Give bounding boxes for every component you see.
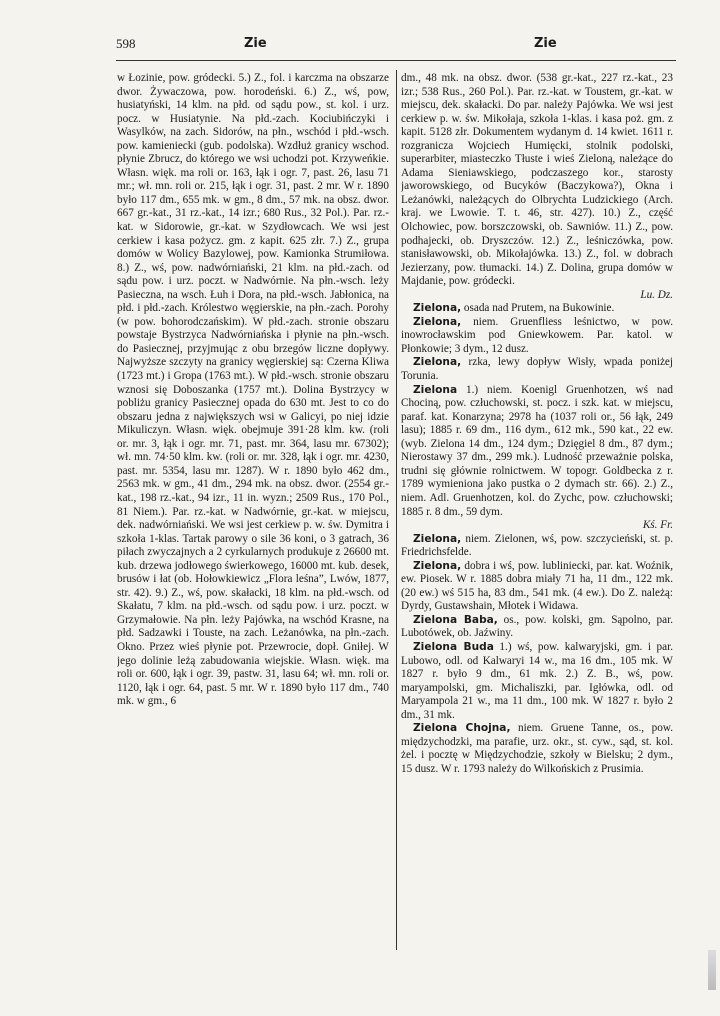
entry (401, 302, 673, 316)
entry-text: osada nad Prutem, na Bukowinie. (461, 302, 615, 315)
header-right-word: Zie (534, 36, 557, 51)
entry (401, 356, 673, 383)
entry (401, 316, 673, 357)
entry-text: niem. Zielonen, wś, pow. szczycieński, st. p. Friedrichsfelde. (401, 532, 673, 559)
entry-headword: Zielona, (413, 559, 462, 572)
author-signature: Lu. Dz. (640, 288, 673, 301)
entry-continuation-text: w Łozinie, pow. gródecki. 5.) Z., fol. i karczma na obszarze dwor. Żywaczowa, pow. horodeński. 6.) Z., wś, pow, husiatyński, 14 klm. na płd. od sądu pow., st. kol. i urz. pocz. w Husiatynie. Na płd.-zach. Kociubińczyki i Wasylków, na zach. Sidorów, na płn., wschód i płd.-wsch. pow. kamieniecki (gub. podolska). Wzdłuż granicy wschod. płynie Zbrucz, do którego we wsi uchodzi pot. Krzyweńkie. Własn. więk. ma roli or. 163, łąk i ogr. 7, past. 26, lasu 71 mr.; wł. mn. roli or. 215, łąk i ogr. 31, past. 2 mr. W r. 1890 było 117 dm., 655 mk. w gm., 8 dm., 57 mk. na obsz. dwor. 667 gr.-kat., 31 rz.-kat., 14 izr.; 680 Rus., 32 Pol.). Par. rz.-kat. w Sidorowie, gr.-kat. w Szydłowcach. We wsi jest cerkiew i kasa pożycz. gm. z kapit. 625 złr. 7.) Z., grupa domów w Wolicy Bazylowej, pow. Kamionka Strumiłowa. 8.) Z., wś, pow. nadwórniański, 21 klm. na płd.-zach. od sądu pow. i urz. poczt. w Nadwórnie. Na płn.-wsch. leży Pasieczna, na wsch. Łuh i Dora, na płd.-wsch. Jabłonica, na płd. i płd.-zach. Królestwo węgierskie, na płn.-zach. Porohy (w pow. bohorodczańskim). W płd.-zach. stronie obszaru powstaje Bystrzyca Nadwórniańska i płynie na płn.-wsch. do Pasiecznej, przyjmując z obu brzegów liczne dopływy. Najwyższe szczyty na granicy węgierskiej są: Czerna Kliwa (1723 mt.) i Gropa (1763 mt.). W płd.-wsch. stronie obszaru wznosi się Doboszanka (1757 mt.). Dolina Bystrzycy w pobliżu granicy Pasiecznej opada do 630 mt. Jest to co do obszaru jedna z największych wsi w Galicyi, po niej idzie Mikuliczyn. Własn. więk. obejmuje 391·28 klm. kw. (roli or. mr. 3, łąk i ogr. mr. 71, past. mr. 364, lasu mr. 67302); wł. mn. 74·50 klm. kw. (roli or. mr. 328, łąk i ogr. mr. 4230, past. mr. 5354, lasu mr. 1287). W r. 1890 było 462 dm., 2563 mk. w gm., 41 dm., 294 mk. na obsz. dwor. (2554 gr.-kat., 198 rz.-kat., 94 izr., 11 in. wyzn.; 2509 Rus., 170 Pol., 81 Niem.). Par. rz.-kat. w Nadwórnie, gr.-kat. w miejscu, dek. nadwórniański. We wsi jest cerkiew p. w. św. Dymitra i szkoła 1-klas. Tartak parowy o sile 36 koni, o 3 gatrach, 36 piłach zwyczajnych a 2 cyrkularnych produkuje z 26600 mt. kub. drzewa jodłowego świerkowego, 16000 mt. kub. desek, brusów i łat (ob. Hołowkiewicz „Flora leśna”, Lwów, 1877, str. 42). 9.) Z., wś, pow. skałacki, 18 klm. na płd.-wsch. od Skałatu, 7 klm. na płd.-wsch. od sądu pow. i urz. poczt. w Grzymałowie. Na płn. leży Pajówka, na wschód Krasne, na płd. Sadzawki i Touste, na zach. Leżanówka, na płn.-zach. Okno. Przez wieś płynie pot. Przewrocie, dopł. Gniłej. W jego dolinie leżą zabudowania wiejskie. Własn. więk. ma roli or. 600, łąk i ogr. 39, pastw. 31, lasu 64; wł. mn. roli or. 1120, łąk i ogr. 64, past. 5 mr. W r. 1890 było 117 dm., 740 mk. w gm., 6 (117, 72, 389, 708)
entry-headword: Zielona, (413, 356, 462, 369)
entry-headword: Zielona, (413, 532, 462, 545)
entry-headword: Zielona Buda (413, 640, 494, 653)
left-column (117, 72, 389, 952)
header-left-word: Zie (244, 36, 267, 51)
entry-headword: Zielona (413, 383, 458, 396)
author-signature: Kś. Fr. (642, 519, 673, 532)
entry-continuation-text (401, 72, 673, 302)
entry-text: 1.) wś, pow. kalwaryjski, gm. i par. Lubowo, odl. od Kalwaryi 14 w., ma 16 dm., 105 mk. W 1827 r. było 9 dm., 61 mk. 2.) Z. B., wś, pow. maryampolski, gm. Michaliszki, par. Igłówka, odl. od Maryampola 21 w., ma 11 dm., 100 mk. W 1827 r. było 2 dm., 31 mk. (401, 640, 673, 721)
page-number: 598 (116, 36, 136, 51)
entry-text: niem. Gruene Tanne, os., pow. międzychodzki, ma parafie, urz. okr., st. cyw., sąd, st. kol. żel. i pocztę w Międzychodzie, szkoły w Bielsku; 2 dym., 15 dusz. W r. 1793 należy do Wilkońskich z Prusimia. (401, 722, 673, 775)
entry-headword: Zielona Chojna, (413, 722, 511, 735)
entry (401, 560, 673, 614)
header-rule (116, 60, 676, 61)
entry (401, 641, 673, 722)
entry-text: niem. Gruenfliess leśnictwo, w pow. inowrocławskim pod Gniewkowem. Par. katol. w Płonkowie; 3 dym., 12 dusz. (401, 315, 673, 355)
entry (401, 533, 673, 560)
right-column (401, 72, 673, 952)
entry-text: dm., 48 mk. na obsz. dwor. (538 gr.-kat., 227 rz.-kat., 23 izr.; 538 Rus., 260 Pol.). Par. rz.-kat. w Toustem, gr.-kat. w miejscu, dek. skałacki. Do par. należy Pajówka. We wsi jest cerkiew p. w. św. Mikołaja, szkoła 1-klas. i kasa poż. gm. z kapit. 5128 złr. Dokumentem wydanym d. 14 kwiet. 1611 r. rozgranicza Wojciech Humięcki, stolnik podolski, superarbiter, miasteczko Tłuste i wieś Zieloną, należące do Adama Sieniawskiego, podczaszego kor., starosty jaworowskiego, od Bucyków (Baczykowa?), Okna i Leżanówki, należących do Olbrychta Ludzickiego (Arch. kraj. we Lwowie. T. t. 46, str. 427). 10.) Z., część Olchowiec, pow. borszczowski, ob. Sawniów. 11.) Z., pow. podhajecki, ob. Dryszczów. 12.) Z., leśniczówka, pow. stanisławowski, ob. Mikołajówka. 13.) Z., fol. w dobrach Jezierzany, pow. tłumacki. 14.) Z. Dolina, grupa domów w Majdanie, pow. gródecki. (401, 72, 673, 288)
entry-text: dobra i wś, pow. lubliniecki, par. kat. Woźnik, ew. Piosek. W r. 1885 dobra miały 71 ha, 11 dm., 122 mk. (20 ew.) wś 515 ha, 83 dm., 541 mk. (4 ew.). Do Z. należą: Dyrdy, Gustawshain, Młotek i Widawa. (401, 559, 673, 613)
entry-headword: Zielona Baba, (413, 613, 498, 626)
entry-text: rzka, lewy dopływ Wisły, wpada poniżej Torunia. (401, 356, 673, 383)
entry (401, 614, 673, 641)
entry-headword: Zielona, (413, 315, 462, 328)
entry-headword: Zielona, (413, 302, 462, 315)
entry-text: 1.) niem. Koenigl Gruenhotzen, wś nad Chociną, pow. człuchowski, st. pocz. i szk. kat. w miejscu, paraf. kat. Konarzyna; 2978 ha (1037 roli or., 56 łąk, 249 lasu); 1885 r. 69 dm., 116 dym., 612 mk., 590 kat., 22 ew. (wyb. Zielona 14 dm., 124 dym.; Dzięgiel 8 dm., 87 dym.; Nierostawy 37 dm., 299 mk.). Ludność przeważnie polska, trudni się głównie rolnictwem. W topogr. Goldbecka z r. 1789 wymieniona jako pustka o 2 dymach str. 66). 2.) Z., niem. Adl. Gruenhotzen, kol. do Zychc, pow. człuchowski; 1885 r. 8 dm., 59 dym. (401, 383, 673, 518)
page-edge-shadow (708, 950, 716, 990)
entry-text: os., pow. kolski, gm. Sąpolno, par. Lubotówek, ob. Jaźwiny. (401, 613, 673, 640)
entry (401, 722, 673, 776)
column-divider (396, 70, 397, 950)
entry (401, 384, 673, 533)
